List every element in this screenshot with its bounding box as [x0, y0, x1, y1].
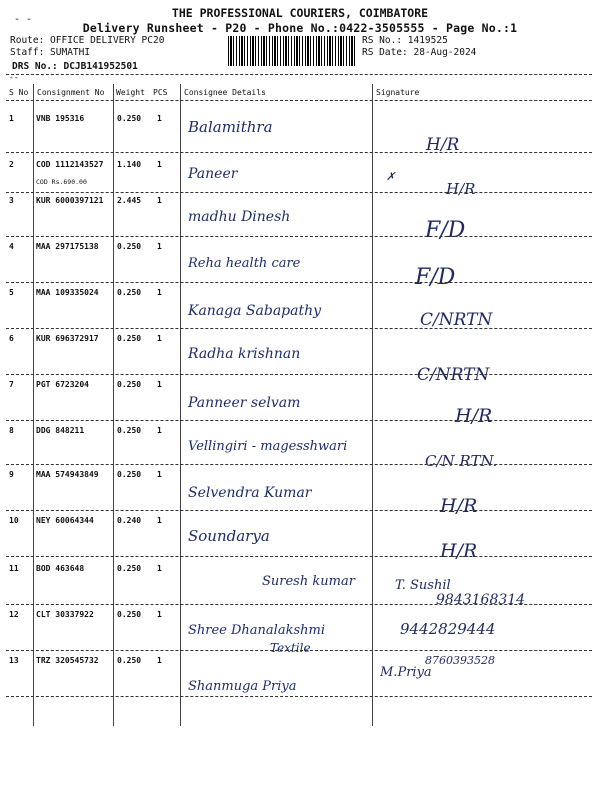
row-consignee-handwritten: Selvendra Kumar: [188, 485, 312, 501]
row-consignee-handwritten: Reha health care: [188, 256, 301, 271]
row-consignee-handwritten: Balamithra: [188, 118, 273, 136]
row-phone-handwritten: 8760393528: [425, 654, 495, 667]
row-cod-amount: COD Rs.690.00: [36, 178, 87, 186]
row-consignment-no: KUR 6000397121: [36, 196, 104, 205]
row-divider: [6, 556, 592, 557]
col-consignee: Consignee Details: [184, 88, 266, 97]
col-pcs: PCS: [153, 88, 168, 97]
row-sno: 3: [9, 196, 14, 205]
row-divider: [6, 192, 592, 193]
row-consignment-no: MAA 109335024: [36, 288, 99, 297]
row-divider: [6, 604, 592, 605]
row-phone-handwritten: 9843168314: [436, 592, 526, 608]
row-weight: 1.140: [117, 160, 142, 169]
row-sno: 11: [9, 564, 19, 573]
row-sno: 7: [9, 380, 14, 389]
row-consignment-no: TRZ 320545732: [36, 656, 99, 665]
row-consignee-handwritten: Suresh kumar: [262, 574, 355, 589]
row-signature: H/R: [440, 540, 478, 562]
row-weight: 0.240: [117, 516, 142, 525]
row-divider: [6, 328, 592, 329]
row-signature: C/NRTN: [420, 310, 493, 330]
row-signature: F/D: [415, 265, 456, 290]
row-weight: 0.250: [117, 470, 142, 479]
row-pcs: 1: [157, 380, 162, 389]
row-consignment-no: COD 1112143527: [36, 160, 104, 169]
top-dash-mark: --: [9, 73, 19, 82]
row-sno: 13: [9, 656, 19, 665]
row-pcs: 1: [157, 516, 162, 525]
route-label: Route: OFFICE DELIVERY PC20: [10, 35, 165, 46]
row-pcs: 1: [157, 114, 162, 123]
column-line: [113, 84, 114, 726]
row-divider: [6, 650, 592, 651]
row-consignee-handwritten: Shree Dhanalakshmi: [188, 623, 325, 638]
rs-number: RS No.: 1419525: [362, 35, 448, 46]
row-consignee-handwritten: Paneer: [188, 166, 238, 182]
corner-marks: - -: [14, 14, 33, 25]
row-signature: H/R: [440, 495, 478, 517]
row-pcs: 1: [157, 564, 162, 573]
row-consignment-no: KUR 696372917: [36, 334, 99, 343]
row-mark: ✗: [386, 170, 396, 183]
row-pcs: 1: [157, 196, 162, 205]
row-sno: 2: [9, 160, 14, 169]
row-weight: 0.250: [117, 564, 142, 573]
staff-label: Staff: SUMATHI: [10, 47, 91, 58]
row-sno: 8: [9, 426, 14, 435]
row-divider: [6, 282, 592, 283]
row-weight: 2.445: [117, 196, 142, 205]
row-weight: 0.250: [117, 426, 142, 435]
row-sno: 1: [9, 114, 14, 123]
row-divider: [6, 696, 592, 697]
row-signature: C/N RTN.: [425, 452, 498, 470]
row-consignment-no: DDG 848211: [36, 426, 85, 435]
row-divider: [6, 464, 592, 465]
drs-number: DRS No.: DCJB141952501: [12, 61, 138, 72]
row-sno: 4: [9, 242, 14, 251]
row-signature: 9442829444: [400, 620, 496, 638]
row-pcs: 1: [157, 242, 162, 251]
row-signature: H/R: [446, 180, 476, 198]
row-consignment-no: MAA 574943849: [36, 470, 99, 479]
row-sno: 6: [9, 334, 14, 343]
row-consignee-handwritten: madhu Dinesh: [188, 209, 291, 225]
runsheet-subtitle: Delivery Runsheet - P20 - Phone No.:0422-3505555 - Page No.:1: [82, 21, 518, 35]
column-line: [33, 84, 34, 726]
row-weight: 0.250: [117, 334, 142, 343]
row-consignment-no: PGT 6723204: [36, 380, 89, 389]
row-weight: 0.250: [117, 656, 142, 665]
row-sno: 10: [9, 516, 19, 525]
row-weight: 0.250: [117, 288, 142, 297]
company-title: THE PROFESSIONAL COURIERS, COIMBATORE: [171, 6, 429, 20]
row-weight: 0.250: [117, 242, 142, 251]
row-signature: F/D: [425, 218, 466, 243]
column-header-divider: [6, 100, 592, 101]
row-sno: 12: [9, 610, 19, 619]
col-sno: S No: [9, 88, 29, 97]
row-consignment-no: NEY 60064344: [36, 516, 94, 525]
barcode-image: [228, 36, 356, 66]
row-consignee-handwritten: Soundarya: [188, 527, 270, 545]
col-consignment: Consignment No: [37, 88, 105, 97]
row-sno: 5: [9, 288, 14, 297]
column-line: [372, 84, 373, 726]
row-consignee-handwritten: Shanmuga Priya: [188, 679, 297, 694]
row-consignee-handwritten: Vellingiri - magesshwari: [188, 439, 348, 454]
row-divider: [6, 152, 592, 153]
row-consignee-handwritten: Radha krishnan: [188, 346, 301, 362]
row-consignee-handwritten: Kanaga Sabapathy: [188, 303, 322, 319]
row-consignment-no: VNB 195316: [36, 114, 85, 123]
row-signature: T. Sushil: [395, 578, 451, 593]
row-pcs: 1: [157, 288, 162, 297]
row-consignment-no: MAA 297175138: [36, 242, 99, 251]
rs-date: RS Date: 28-Aug-2024: [362, 47, 477, 58]
header-divider: [6, 74, 592, 75]
row-pcs: 1: [157, 470, 162, 479]
row-pcs: 1: [157, 334, 162, 343]
row-divider: [6, 236, 592, 237]
column-line: [180, 84, 181, 726]
row-weight: 0.250: [117, 380, 142, 389]
col-weight: Weight: [116, 88, 145, 97]
row-pcs: 1: [157, 656, 162, 665]
row-divider: [6, 374, 592, 375]
row-pcs: 1: [157, 426, 162, 435]
row-consignee-line2: Textile: [270, 641, 311, 655]
row-sno: 9: [9, 470, 14, 479]
row-consignee-handwritten: Panneer selvam: [188, 395, 301, 411]
row-signature: H/R: [455, 405, 493, 427]
row-signature: C/NRTN: [417, 365, 490, 385]
row-divider: [6, 510, 592, 511]
row-signature: H/R: [426, 135, 460, 155]
row-pcs: 1: [157, 160, 162, 169]
row-signature: M.Priya: [380, 665, 432, 680]
row-consignment-no: BOD 463648: [36, 564, 85, 573]
row-divider: [6, 420, 592, 421]
row-pcs: 1: [157, 610, 162, 619]
col-signature: Signature: [376, 88, 420, 97]
row-consignment-no: CLT 30337922: [36, 610, 94, 619]
row-weight: 0.250: [117, 610, 142, 619]
row-weight: 0.250: [117, 114, 142, 123]
